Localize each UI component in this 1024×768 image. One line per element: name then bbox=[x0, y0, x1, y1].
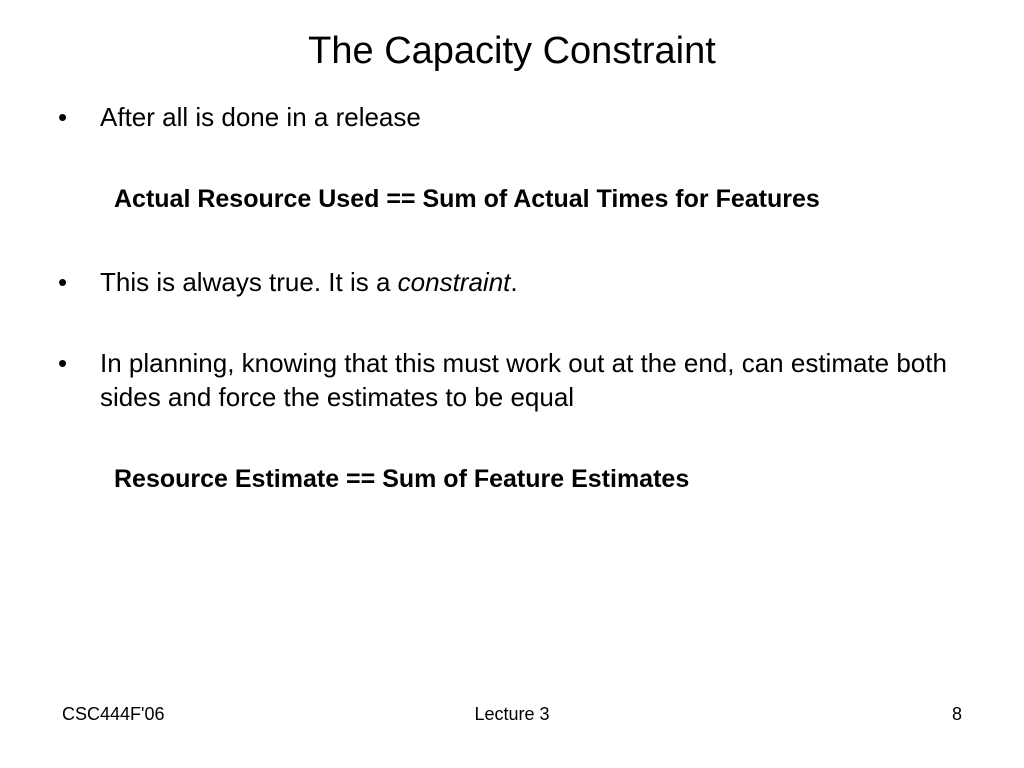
bullet-item bbox=[58, 100, 978, 134]
footer-page-number: 8 bbox=[951, 704, 962, 724]
bullet-marker: • bbox=[58, 348, 68, 378]
bullet-marker: • bbox=[58, 267, 68, 297]
bullet-text: After all is done in a release bbox=[100, 102, 421, 132]
footer-lecture: Lecture 3 bbox=[474, 704, 550, 724]
formula-actual-resource: Actual Resource Used == Sum of Actual Times for Features bbox=[114, 185, 820, 213]
bullet-item bbox=[58, 346, 978, 414]
formula-resource-estimate: Resource Estimate == Sum of Feature Estimates bbox=[114, 465, 690, 493]
emphasized-term: constraint bbox=[397, 267, 511, 297]
footer-course: CSC444F'06 bbox=[62, 704, 165, 724]
bullet-text bbox=[100, 265, 978, 299]
slide-title: The Capacity Constraint bbox=[308, 30, 716, 72]
bullet-item bbox=[58, 265, 978, 299]
bullet-text-part: This is always true. It is a bbox=[100, 267, 398, 297]
bullet-marker: • bbox=[58, 102, 68, 132]
bullet-text: In planning, knowing that this must work out at the end, can estimate both sides and force the estimates to be equal bbox=[100, 348, 947, 412]
bullet-text-part: . bbox=[510, 267, 518, 297]
